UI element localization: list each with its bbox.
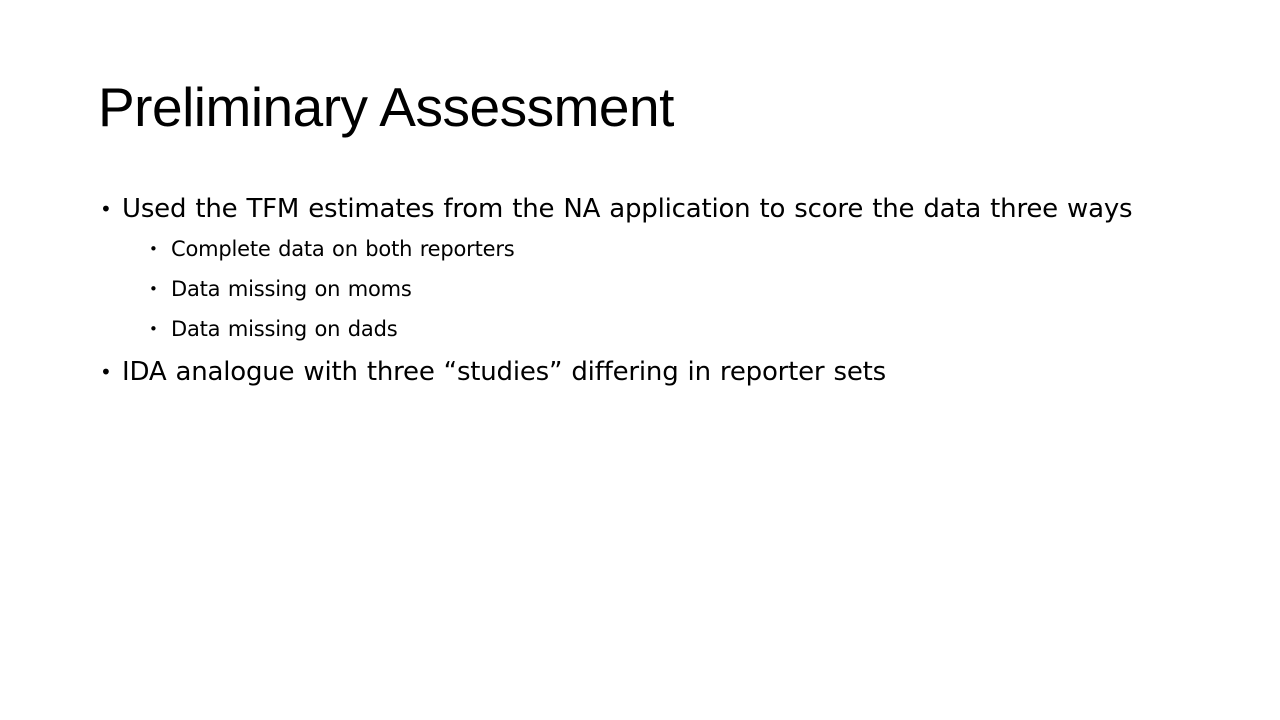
- bullet-item: [100, 192, 1180, 343]
- bullet-dot-icon: •: [100, 360, 112, 384]
- bullet-text: IDA analogue with three “studies” differing in reporter sets: [122, 357, 886, 387]
- bullet-dot-icon: •: [149, 240, 158, 258]
- sub-bullet-list: [122, 235, 1180, 343]
- bullet-item: [100, 355, 1180, 390]
- sub-bullet-item: [122, 275, 1180, 303]
- sub-bullet-text: Data missing on dads: [171, 317, 398, 341]
- slide-title: Preliminary Assessment: [98, 76, 674, 138]
- slide-body: [100, 192, 1180, 400]
- bullet-dot-icon: •: [100, 197, 112, 221]
- bullet-dot-icon: •: [149, 320, 158, 338]
- bullet-list: [100, 192, 1180, 390]
- sub-bullet-item: [122, 235, 1180, 263]
- bullet-text: Used the TFM estimates from the NA application to score the data three ways: [122, 194, 1133, 224]
- sub-bullet-text: Data missing on moms: [171, 277, 412, 301]
- sub-bullet-text: Complete data on both reporters: [171, 237, 515, 261]
- sub-bullet-item: [122, 315, 1180, 343]
- bullet-dot-icon: •: [149, 280, 158, 298]
